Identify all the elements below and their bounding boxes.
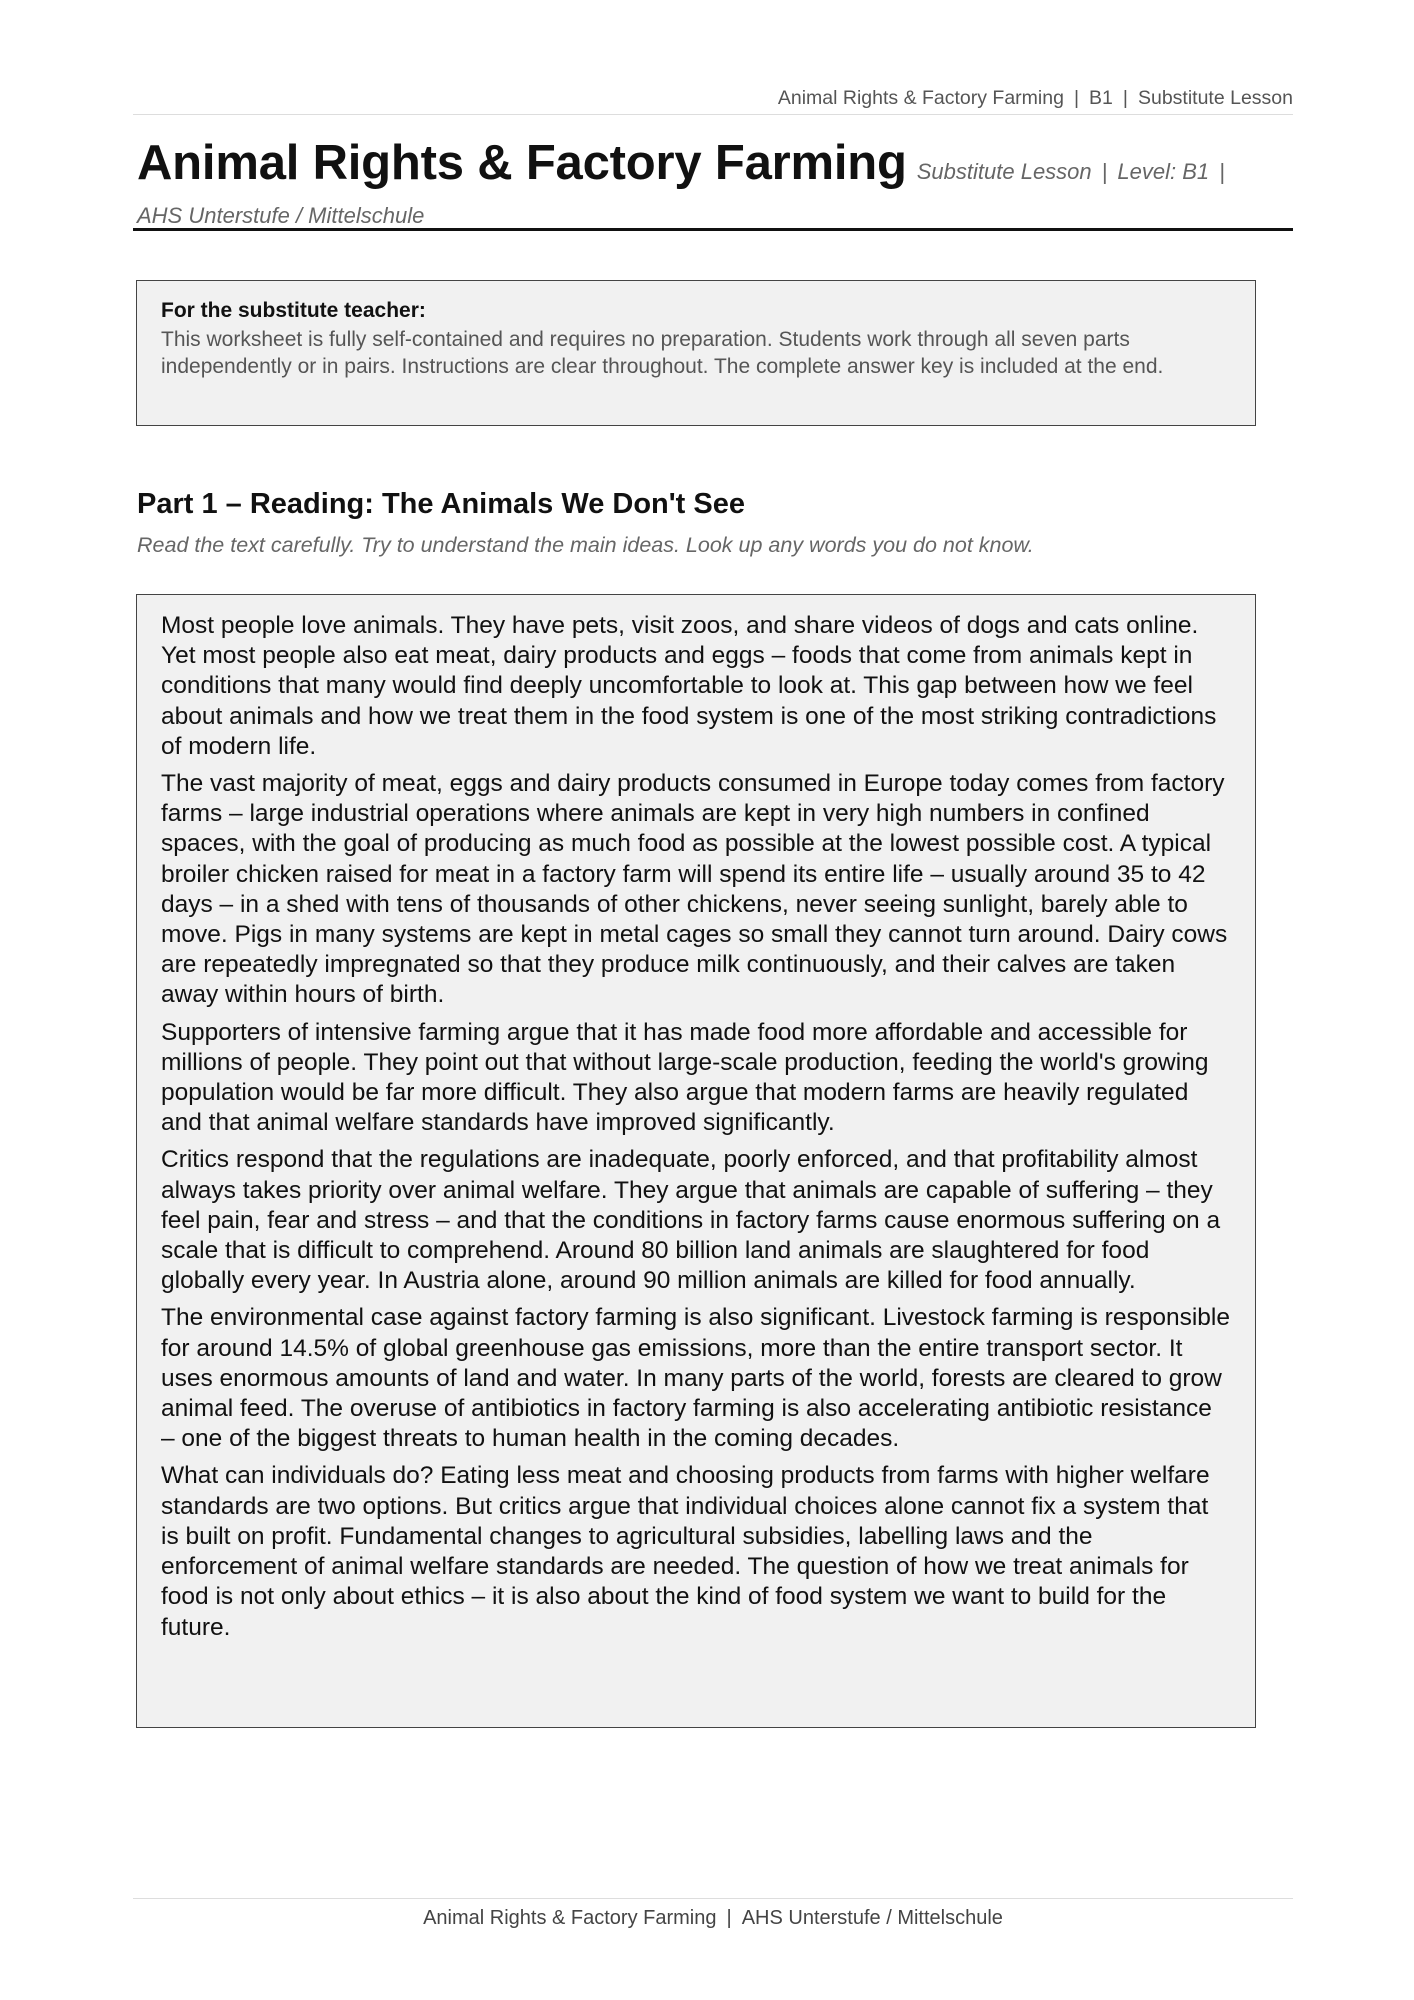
reading-paragraph: The vast majority of meat, eggs and dairy products consumed in Europe today comes from factory farms – large industrial operations where animals are kept in very high numbers in confined spaces, with the goal of producing as much food as possible at the lowest possible cost. A typical broiler chicken raised for meat in a factory farm will spend its entire life – usually around 35 to 42 days – in a shed with tens of thousands of other chickens, never seeing sunlight, barely able to move. Pigs in many systems are kept in metal cages so small they cannot turn around. Dairy cows are repeatedly impregnated so that they produce milk continuously, and their calves are taken away within hours of birth. <box>161 770 1228 1009</box>
running-header <box>133 84 1293 112</box>
teacher-note-text: This worksheet is fully self-contained and requires no preparation. Students work through all seven parts independently or in pairs. Instructions are clear throughout. The complete answer key is included at the end. <box>161 328 1164 378</box>
meta-lesson: Substitute Lesson <box>916 159 1092 184</box>
title-divider <box>133 228 1293 231</box>
running-header-lesson-type: Substitute Lesson <box>1137 87 1293 109</box>
header-separator: | <box>1122 87 1128 109</box>
document-meta <box>917 159 1235 184</box>
part-1-instructions: Read the text carefully. Try to understand the main ideas. Look up any words you do not know. <box>137 533 1034 557</box>
footer-divider <box>133 1898 1293 1899</box>
meta-separator: | <box>1101 159 1108 184</box>
reading-text-box <box>136 594 1256 1728</box>
meta-level: Level: B1 <box>1117 159 1210 184</box>
teacher-note-box <box>136 280 1256 426</box>
document-title: Animal Rights & Factory Farming <box>137 136 907 190</box>
title-line <box>137 134 1287 204</box>
reading-paragraph: Most people love animals. They have pets, visit zoos, and share videos of dogs and cats online. Yet most people also eat meat, dairy products and eggs – foods that come from animals kept in conditions that many would find deeply uncomfortable to look at. This gap between how we feel about animals and how we treat them in the food system is one of the most striking contradictions of modern life. <box>161 612 1217 760</box>
part-1-heading: Part 1 – Reading: The Animals We Don't See <box>137 488 745 520</box>
footer-separator: | <box>726 1907 732 1929</box>
footer-title: Animal Rights & Factory Farming <box>423 1907 717 1929</box>
running-footer <box>133 1903 1293 1933</box>
header-divider <box>133 114 1293 115</box>
reading-paragraph: Critics respond that the regulations are inadequate, poorly enforced, and that profitability almost always takes priority over animal welfare. They argue that animals are capable of suffering – they feel pain, fear and stress – and that the conditions in factory farms cause enormous suffering on a scale that is difficult to comprehend. Around 80 billion land animals are slaughtered for food globally every year. In Austria alone, around 90 million animals are killed for food annually. <box>161 1146 1221 1295</box>
reading-paragraph: What can individuals do? Eating less meat and choosing products from farms with higher welfare standards are two options. But critics argue that individual choices alone cannot fix a system that is built on profit. Fundamental changes to agricultural subsidies, labelling laws and the enforcement of animal welfare standards are needed. The question of how we treat animals for food is not only about ethics – it is also about the kind of food system we want to build for the future. <box>161 1462 1210 1641</box>
teacher-note-heading: For the substitute teacher: <box>161 299 426 322</box>
meta-school: AHS Unterstufe / Mittelschule <box>137 203 425 228</box>
running-header-title: Animal Rights & Factory Farming <box>777 87 1064 109</box>
footer-school: AHS Unterstufe / Mittelschule <box>741 1907 1003 1929</box>
title-block <box>137 134 1287 230</box>
reading-paragraph: Supporters of intensive farming argue that it has made food more affordable and accessible for millions of people. They point out that without large-scale production, feeding the world's growing population would be far more difficult. They also argue that modern farms are heavily regulated and that animal welfare standards have improved significantly. <box>161 1018 1209 1137</box>
running-header-level: B1 <box>1089 87 1113 109</box>
meta-separator: | <box>1219 159 1225 184</box>
header-separator: | <box>1073 87 1080 109</box>
reading-paragraph: The environmental case against factory farming is also significant. Livestock farming is responsible for around 14.5% of global greenhouse gas emissions, more than the entire transport sector. It uses enormous amounts of land and water. In many parts of the world, forests are cleared to grow animal feed. The overuse of antibiotics in factory farming is also accelerating antibiotic resistance – one of the biggest threats to human health in the coming decades. <box>161 1304 1230 1453</box>
